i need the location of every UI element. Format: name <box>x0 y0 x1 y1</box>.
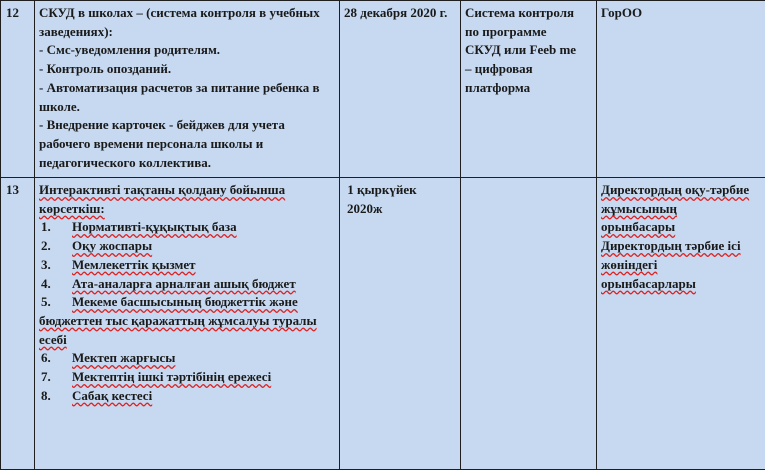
event-cell <box>35 1 340 178</box>
result-line: Система контроля <box>465 4 592 23</box>
table-row <box>1 1 765 178</box>
event-line: педагогического коллектива. <box>39 154 335 173</box>
event-line: Интерактивті тақтаны қолдану бойынша <box>39 181 335 200</box>
date-cell: 28 декабря 2020 г. <box>340 1 461 178</box>
event-cell <box>35 178 340 470</box>
responsible-cell <box>597 178 765 470</box>
date-cell <box>340 178 461 470</box>
list-item: 1. Нормативті-құқықтық база <box>39 218 335 237</box>
list-item: 4. Ата-аналарға арналған ашық бюджет <box>39 275 335 294</box>
event-line: - Внедрение карточек - бейджев для учета <box>39 116 335 135</box>
responsible-line: Директордың оқу-тәрбие <box>601 181 761 200</box>
list-item: 2. Оқу жоспары <box>39 237 335 256</box>
list-item-continuation: бюджеттен тыс қаражаттың жұмсалуы туралы <box>39 312 335 331</box>
event-line: рабочего времени персонала школы и <box>39 135 335 154</box>
event-line: - Смс-уведомления родителям. <box>39 41 335 60</box>
result-line: – цифровая <box>465 60 592 79</box>
row-number: 12 <box>1 1 35 178</box>
event-line: - Автоматизация расчетов за питание ребенка в <box>39 79 335 98</box>
result-line: платформа <box>465 79 592 98</box>
responsible-line: орынбасарлары <box>601 275 761 294</box>
responsible-line: ГорОО <box>601 4 761 23</box>
result-line: СКУД или Feeb me <box>465 41 592 60</box>
result-cell <box>461 178 597 470</box>
table-row <box>1 178 765 470</box>
event-line: көрсеткіш: <box>39 200 335 219</box>
responsible-line: Директордың тәрбие ісі <box>601 237 761 256</box>
responsible-line: жөніндегі <box>601 256 761 275</box>
event-line: школе. <box>39 98 335 117</box>
list-item: 5. Мекеме басшысының бюджеттік және <box>39 293 335 312</box>
event-line: заведениях): <box>39 23 335 42</box>
event-line: - Контроль опозданий. <box>39 60 335 79</box>
date-line: 1 қыркүйек <box>344 181 456 200</box>
list-item: 8. Сабақ кестесі <box>39 387 335 406</box>
list-item: 6. Мектеп жарғысы <box>39 349 335 368</box>
responsible-line: орынбасары <box>601 218 761 237</box>
result-line: по программе <box>465 23 592 42</box>
list-item: 7. Мектептің ішкі тәртібінің ережесі <box>39 368 335 387</box>
result-cell <box>461 1 597 178</box>
responsible-cell <box>597 1 765 178</box>
row-number: 13 <box>1 178 35 470</box>
date-line: 2020ж <box>344 200 456 219</box>
list-item-continuation: есебі <box>39 331 335 350</box>
responsible-line: жұмысының <box>601 200 761 219</box>
event-line: СКУД в школах – (система контроля в учебных <box>39 4 335 23</box>
list-item: 3. Мемлекеттік қызмет <box>39 256 335 275</box>
